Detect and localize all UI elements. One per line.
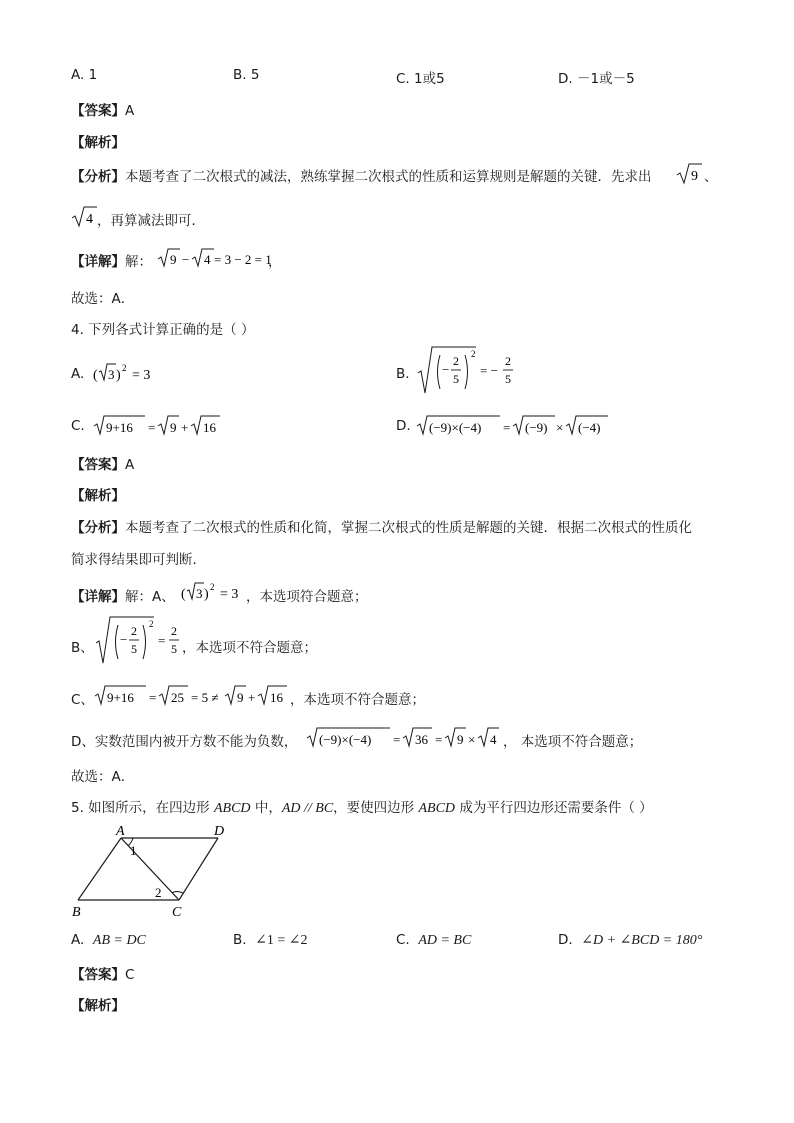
radicand-b: 4 [204, 252, 211, 267]
option-label: C. [396, 932, 410, 948]
q5-option-a [71, 932, 146, 949]
minus: − [182, 252, 190, 267]
svg-text:×: × [556, 420, 564, 435]
detail-tag: 【详解】 [71, 589, 125, 605]
stem-part: 中， [250, 800, 282, 816]
answer-value: A [125, 103, 135, 119]
q4-detail-c-prefix: C、 [71, 692, 94, 708]
svg-text:(: ( [93, 368, 98, 383]
answer-value: A [125, 457, 135, 473]
q4-opt-a-formula [93, 360, 163, 386]
svg-text:+: + [248, 690, 256, 705]
stem-parallel: AD // BC [281, 801, 334, 816]
svg-text:−: − [442, 362, 450, 377]
svg-text:=: = [149, 690, 157, 705]
q4-opt-c-formula [93, 413, 223, 439]
q4-detail-d-prefix: D、实数范围内被开方数不能为负数， [71, 734, 298, 750]
svg-text:=: = [503, 420, 511, 435]
angle2-arc [172, 892, 183, 894]
q4-choose: 故选：A． [71, 769, 135, 785]
q4-detail-d-formula [306, 725, 506, 751]
svg-text:(−9)×(−4): (−9)×(−4) [319, 732, 372, 747]
radicand: 9 [691, 169, 698, 184]
svg-text:2: 2 [505, 354, 511, 368]
svg-text:9+16: 9+16 [106, 420, 133, 435]
svg-text:9: 9 [457, 732, 464, 747]
svg-text:2: 2 [131, 624, 137, 638]
q3-detail-suffix: ， [268, 254, 282, 270]
q5-quadrilateral-figure [66, 820, 236, 920]
q3-option-b: B. 5 [233, 67, 260, 83]
svg-text:25: 25 [171, 690, 184, 705]
angle2-label: 2 [155, 885, 162, 900]
q4-opt-c-label: C. [71, 418, 85, 434]
q4-answer [71, 453, 134, 473]
svg-text:9: 9 [170, 420, 177, 435]
svg-text:9: 9 [237, 690, 244, 705]
q4-detail-a-formula [181, 579, 247, 605]
svg-text:= 5 ≠: = 5 ≠ [191, 690, 219, 705]
svg-text:=: = [435, 732, 443, 747]
svg-text:(−4): (−4) [578, 420, 601, 435]
stem-part: 成为平行四边形还需要条件（ ） [455, 800, 653, 816]
detail-prefix: 解： [125, 254, 152, 270]
detail-tag: 【详解】 [71, 254, 125, 270]
q4-fenxi-line1 [71, 516, 692, 536]
svg-text:= 3: = 3 [220, 587, 239, 602]
q5-option-c [396, 932, 471, 949]
svg-text:=: = [148, 420, 156, 435]
q3-fenxi-sep: 、 [704, 169, 718, 185]
svg-text:=: = [393, 732, 401, 747]
sqrt9-radical [676, 162, 702, 186]
equation-rest: = 3 − 2 = 1 [214, 252, 272, 267]
svg-text:(: ( [181, 587, 186, 602]
q3-choose: 故选：A． [71, 291, 135, 307]
fenxi-tag: 【分析】 [71, 169, 125, 185]
svg-text:5: 5 [171, 642, 177, 656]
option-text: AB = DC [92, 933, 146, 948]
q5-option-b [233, 932, 308, 949]
q4-opt-d-label: D. [396, 418, 411, 434]
svg-text:36: 36 [415, 732, 428, 747]
q4-detail-b-suffix: ，本选项不符合题意； [182, 640, 317, 656]
stem-abcd: ABCD [213, 801, 251, 816]
q3-detail-label [71, 250, 152, 270]
fenxi-text: 本题考查了二次根式的性质和化简，掌握二次根式的性质是解题的关键．根据二次根式的性质化 [125, 520, 692, 536]
answer-tag: 【答案】 [71, 967, 125, 983]
svg-text:2: 2 [453, 354, 459, 368]
stem-part: ，要使四边形 [333, 800, 419, 816]
svg-text:5: 5 [505, 372, 511, 386]
option-label: D. [558, 932, 573, 948]
svg-text:2: 2 [149, 619, 154, 629]
q4-opt-b-label: B. [396, 366, 410, 382]
detail-a-prefix: 解：A、 [125, 589, 175, 605]
stem-abcd: ABCD [418, 801, 456, 816]
svg-text:2: 2 [210, 582, 215, 592]
vertex-c: C [172, 905, 182, 920]
option-label: A. [71, 932, 85, 948]
q3-detail-equation [157, 246, 277, 270]
svg-text:3: 3 [196, 586, 203, 601]
q3-fenxi-line2: ，再算减法即可． [97, 213, 205, 229]
q4-detail-b-formula [94, 615, 190, 667]
q4-stem: 4. 下列各式计算正确的是（ ） [71, 322, 255, 338]
angle1-label: 1 [130, 843, 137, 858]
svg-text:(−9)×(−4): (−9)×(−4) [429, 420, 482, 435]
svg-text:=: = [158, 633, 166, 648]
q4-opt-b-formula [416, 345, 526, 397]
svg-text:2: 2 [471, 349, 476, 359]
vertex-a: A [116, 824, 125, 839]
q5-option-d [558, 932, 702, 949]
svg-text:(−9): (−9) [525, 420, 548, 435]
fenxi-text: 本题考查了二次根式的减法，熟练掌握二次根式的性质和运算规则是解题的关键．先求出 [125, 169, 652, 185]
q3-analysis-tag: 【解析】 [71, 135, 125, 151]
svg-text:2: 2 [171, 624, 177, 638]
option-text: ∠1 = ∠2 [255, 933, 308, 948]
svg-text:9+16: 9+16 [107, 690, 134, 705]
sqrt4-radical [71, 205, 97, 229]
svg-text:5: 5 [131, 642, 137, 656]
svg-text:3: 3 [108, 367, 115, 382]
q3-fenxi-line1 [71, 165, 652, 185]
svg-text:): ) [204, 587, 209, 602]
option-text: AD = BC [418, 933, 472, 948]
svg-text:4: 4 [490, 732, 497, 747]
vertex-b: B [72, 905, 81, 920]
q4-detail-c-formula [94, 683, 294, 709]
radicand-a: 9 [170, 252, 177, 267]
svg-text:−: − [120, 632, 128, 647]
svg-text:= −: = − [480, 363, 498, 378]
q3-option-a: A. 1 [71, 67, 98, 83]
q5-analysis-tag: 【解析】 [71, 998, 125, 1014]
answer-tag: 【答案】 [71, 103, 125, 119]
svg-text:×: × [468, 732, 476, 747]
option-label: B. [233, 932, 247, 948]
q4-detail-d-suffix: ， 本选项不符合题意； [503, 734, 643, 750]
q3-answer [71, 99, 134, 119]
q4-opt-a-label: A. [71, 366, 85, 382]
radicand: 4 [86, 212, 93, 227]
stem-part: 5. 如图所示，在四边形 [71, 800, 214, 816]
q4-analysis-tag: 【解析】 [71, 488, 125, 504]
q3-option-d: D. －1或－5 [558, 71, 635, 87]
vertex-d: D [214, 824, 225, 839]
svg-text:5: 5 [453, 372, 459, 386]
svg-text:): ) [116, 368, 121, 383]
q4-fenxi-line2: 简求得结果即可判断． [71, 552, 206, 568]
q4-detail-a-suffix: ，本选项符合题意； [246, 589, 368, 605]
q4-detail-a [71, 585, 175, 605]
q5-answer [71, 963, 134, 983]
answer-value: C [125, 967, 135, 983]
svg-text:16: 16 [270, 690, 283, 705]
q5-stem [71, 796, 653, 817]
svg-text:2: 2 [122, 363, 127, 373]
q3-option-c: C. 1或5 [396, 71, 445, 87]
svg-text:+: + [181, 420, 189, 435]
q4-detail-b-prefix: B、 [71, 640, 94, 656]
svg-text:16: 16 [203, 420, 216, 435]
answer-tag: 【答案】 [71, 457, 125, 473]
option-text: ∠D + ∠BCD = 180° [581, 933, 703, 948]
svg-text:= 3: = 3 [132, 368, 151, 383]
q4-detail-c-suffix: ，本选项不符合题意； [290, 692, 425, 708]
q4-opt-d-formula [416, 413, 616, 439]
fenxi-tag: 【分析】 [71, 520, 125, 536]
